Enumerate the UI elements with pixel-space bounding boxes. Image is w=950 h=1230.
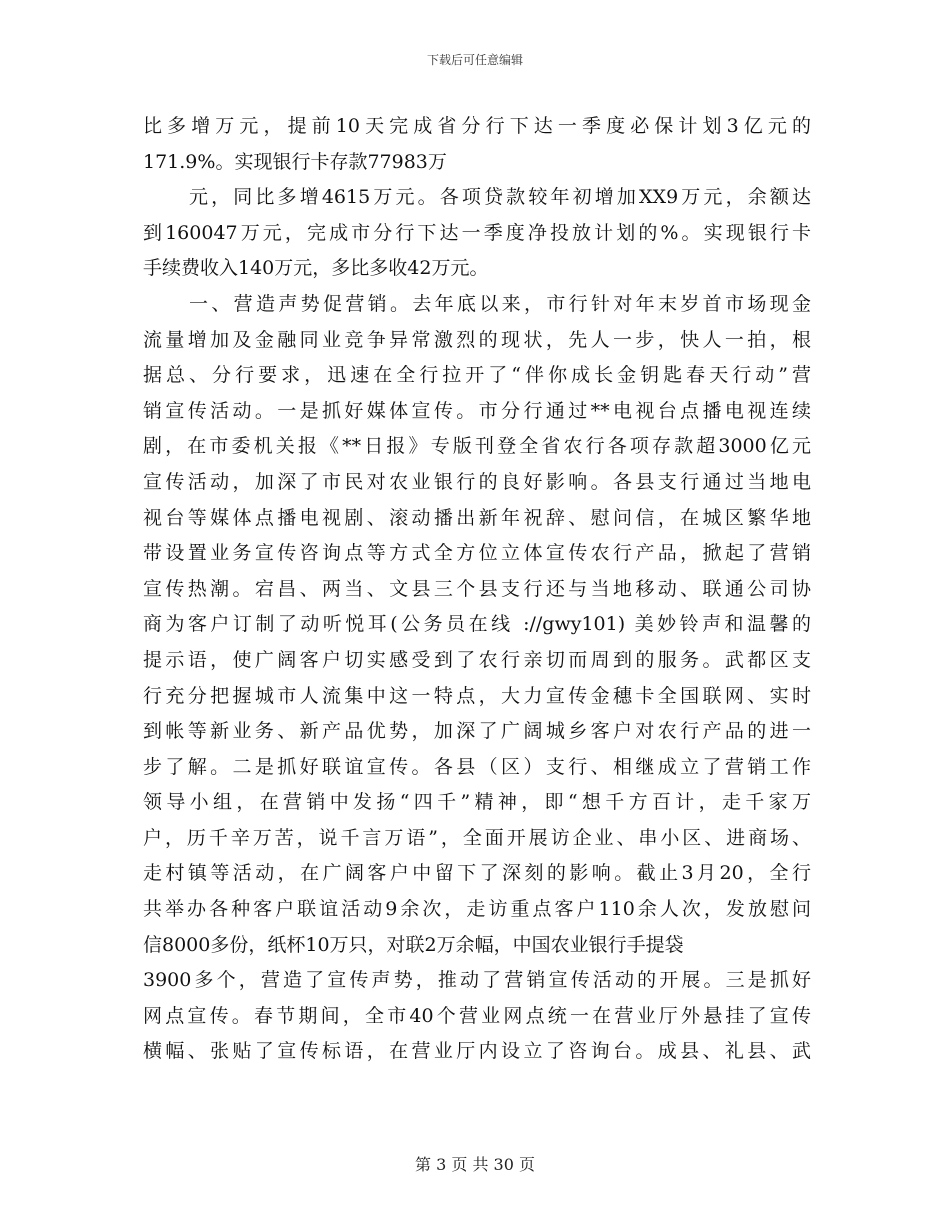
text-line: 据总、分行要求，迅速在全行拉开了“伴你成长金钥匙春天行动”营	[143, 364, 811, 387]
text-line: 行充分把握城市人流集中这一特点，大力宣传金穗卡全国联网、实时	[143, 684, 811, 707]
text-line: 视台等媒体点播电视剧、滚动播出新年祝辞、慰问信，在城区繁华地	[143, 506, 811, 529]
page-header: 下载后可任意编辑	[426, 53, 523, 67]
text-line: 横幅、张贴了宣传标语，在营业厅内设立了咨询台。成县、礼县、武	[143, 1040, 811, 1063]
text-line: 比多增万元，提前10天完成省分行下达一季度必保计划3亿元的	[143, 115, 811, 137]
text-line: 元，同比多增4615万元。各项贷款较年初增加XX9万元，余额达	[189, 186, 811, 209]
text-line: 网点宣传。春节期间，全市40个营业网点统一在营业厅外悬挂了宣传	[143, 1004, 811, 1027]
text-line: 信8000多份，纸杯10万只，对联2万余幅，中国农业银行手提袋	[143, 933, 684, 956]
document-body	[143, 109, 811, 1070]
text-line: 一、营造声势促营销。去年底以来，市行针对年末岁首市场现金	[189, 292, 811, 315]
text-line: 到帐等新业务、新产品优势，加深了广阔城乡客户对农行产品的进一	[143, 720, 811, 743]
text-line: 户，历千辛万苦，说千言万语”，全面开展访企业、串小区、进商场、	[143, 826, 811, 849]
text-line: 销宣传活动。一是抓好媒体宣传。市分行通过**电视台点播电视连续	[143, 399, 811, 422]
text-line: 宣传活动，加深了市民对农业银行的良好影响。各县支行通过当地电	[143, 470, 811, 493]
text-line: 提示语，使广阔客户切实感受到了农行亲切而周到的服务。武都区支	[143, 648, 811, 671]
text-line: 剧，在市委机关报《**日报》专版刊登全省农行各项存款超3000亿元	[143, 435, 811, 458]
text-line: 3900多个，营造了宣传声势，推动了营销宣传活动的开展。三是抓好	[143, 969, 811, 992]
text-line: 共举办各种客户联谊活动9余次，走访重点客户110余人次，发放慰问	[143, 898, 811, 921]
page-number-footer: 第 3 页 共 30 页	[415, 1155, 535, 1174]
text-line: 领导小组，在营销中发扬“四千”精神，即“想千方百计，走千家万	[143, 791, 811, 814]
text-line: 宣传热潮。宕昌、两当、文县三个县支行还与当地移动、联通公司协	[143, 577, 811, 600]
text-line: 流量增加及金融同业竞争异常激烈的现状，先人一步，快人一拍，根	[143, 328, 811, 351]
text-line: 手续费收入140万元，多比多收42万元。	[143, 257, 489, 280]
text-line: 步了解。二是抓好联谊宣传。各县（区）支行、相继成立了营销工作	[143, 755, 811, 778]
text-line: 到160047万元，完成市分行下达一季度净投放计划的%。实现银行卡	[143, 221, 811, 244]
text-line: 带设置业务宣传咨询点等方式全方位立体宣传农行产品，掀起了营销	[143, 542, 811, 565]
text-line: 171.9%。实现银行卡存款77983万	[143, 150, 447, 173]
text-line: 商为客户订制了动听悦耳(公务员在线 ://gwy101) 美妙铃声和温馨的	[143, 613, 811, 636]
text-line: 走村镇等活动，在广阔客户中留下了深刻的影响。截止3月20，全行	[143, 862, 811, 885]
